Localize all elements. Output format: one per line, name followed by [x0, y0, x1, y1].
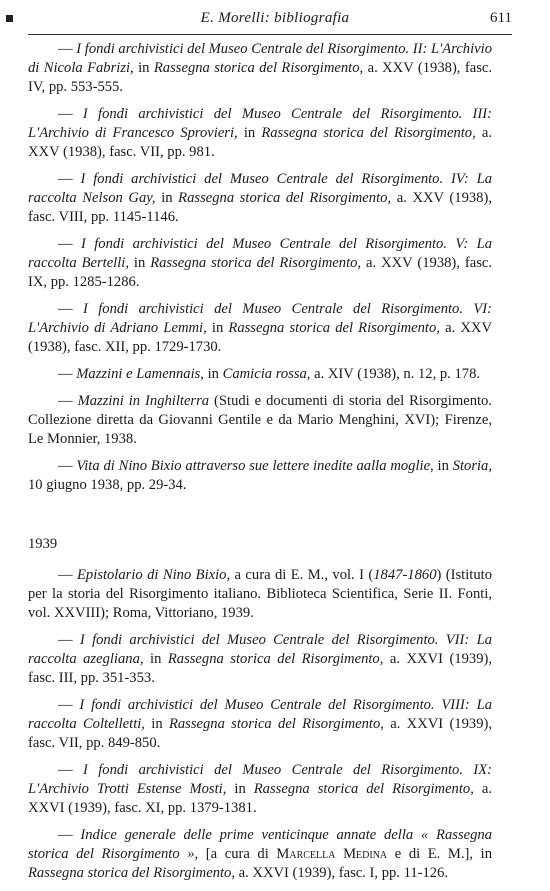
- entry-text: a. XXVI (1939), fasc. III, pp. 351-353.: [28, 651, 492, 686]
- entries-1938: [28, 40, 492, 495]
- entry-text: —: [58, 762, 83, 778]
- entry-title-text: Mazzini in Inghilterra: [77, 393, 210, 409]
- entry-text: in: [128, 255, 151, 271]
- page-number: 611: [490, 10, 512, 26]
- entry-text: in: [226, 781, 254, 797]
- entry-text: in: [144, 716, 169, 732]
- running-header: [0, 6, 550, 32]
- entry-text: a. XXVI (1939), fasc. XI, pp. 1379-1381.: [28, 781, 492, 816]
- entry-text: a cura di E. M., vol. I (: [230, 567, 374, 583]
- entry-text: in: [155, 190, 179, 206]
- entry-title-text: Rassegna storica del Risorgimento,: [178, 190, 392, 206]
- entry-text: —: [58, 393, 78, 409]
- entry-title-text: Rassegna storica del Risorgimento,: [168, 716, 384, 732]
- entry-title-text: Rassegna storica del Risorgimento,: [228, 320, 440, 336]
- entry-title-text: Rassegna storica del Risorgimento,: [253, 781, 474, 797]
- entry-text: —: [58, 106, 83, 122]
- bibliography-entry: [28, 392, 492, 449]
- entry-text: in: [133, 60, 154, 76]
- bibliography-entry: [28, 40, 492, 97]
- entry-title-text: 1847-1860: [373, 567, 437, 583]
- entry-text: a. XXV (1938), fasc. VII, pp. 981.: [28, 125, 493, 160]
- entry-text: (Studi e documenti di storia del Risorgimento. Collezione diretta da Giovanni Gentile e da Mario Menghini, XVI); Firenze, Le Monnier, 1938.: [28, 393, 492, 447]
- entry-text: a. XXV (1938), fasc. VIII, pp. 1145-1146.: [28, 190, 492, 225]
- entry-text: a. XXV (1938), fasc. IV, pp. 553-555.: [28, 60, 493, 95]
- bibliography-entry: [28, 566, 492, 623]
- year-heading: 1939: [28, 536, 58, 552]
- entry-title-text: Rassegna storica del Risorgimento,: [167, 651, 384, 667]
- entry-text: —: [58, 41, 77, 57]
- entry-title-text: I fondi archivistici del Museo Centrale del Risorgimento. IX: L'Archivio Trotti Estense Mosti,: [28, 762, 492, 797]
- entry-text: a. XXV (1938), fasc. XII, pp. 1729-1730.: [28, 320, 492, 355]
- entry-text: in: [206, 320, 229, 336]
- entry-title-text: Storia,: [452, 458, 492, 474]
- entry-text: —: [58, 301, 83, 317]
- entry-text: —: [58, 827, 81, 843]
- entry-text: in: [433, 458, 453, 474]
- entry-text: e di E. M.], in: [387, 846, 492, 862]
- entry-text: —: [58, 458, 77, 474]
- entry-text: in: [203, 366, 223, 382]
- bibliography-entry: [28, 631, 492, 688]
- running-title: E. Morelli: bibliografia: [200, 10, 350, 26]
- entry-text: a. XXV (1938), fasc. IX, pp. 1285-1286.: [28, 255, 492, 290]
- entry-name-text: Marcella Medina: [276, 846, 388, 862]
- entry-text: —: [58, 632, 80, 648]
- entry-text: —: [58, 236, 81, 252]
- entry-text: in: [237, 125, 262, 141]
- entry-text: —: [58, 697, 80, 713]
- entry-text: a. XXVI (1939), fasc. VII, pp. 849-850.: [28, 716, 492, 751]
- bibliography-entry: [28, 365, 492, 384]
- entry-text: a. XXVI (1939), fasc. I, pp. 11-126.: [235, 865, 449, 881]
- bibliography-entry: [28, 170, 492, 227]
- bibliography-entry: [28, 696, 492, 753]
- entry-title-text: I fondi archivistici del Museo Centrale del Risorgimento. V: La raccolta Bertelli,: [28, 236, 492, 271]
- entries-1939: [28, 566, 492, 883]
- entry-title-text: I fondi archivistici del Museo Centrale del Risorgimento. VII: La raccolta azegliana,: [28, 632, 492, 667]
- bibliography-entry: [28, 826, 492, 883]
- entry-text: 10 giugno 1938, pp. 29-34.: [28, 477, 187, 493]
- bibliography-entry: [28, 300, 492, 357]
- entry-title-text: Epistolario di Nino Bixio,: [77, 567, 231, 583]
- entry-title-text: I fondi archivistici del Museo Centrale del Risorgimento. III: L'Archivio di Francesco Sprovieri,: [28, 106, 492, 141]
- bibliography-entry: [28, 457, 492, 495]
- bibliography-entry: [28, 235, 492, 292]
- entry-text: in: [143, 651, 168, 667]
- entry-text: [a cura di: [198, 846, 277, 862]
- bibliography-entry: [28, 761, 492, 818]
- entry-title-text: Camicia rossa,: [222, 366, 311, 382]
- entry-text: —: [58, 567, 78, 583]
- entry-text: a. XIV (1938), n. 12, p. 178.: [310, 366, 481, 382]
- entry-text: —: [58, 366, 77, 382]
- entry-text: —: [58, 171, 81, 187]
- entry-title-text: I fondi archivistici del Museo Centrale del Risorgimento. VIII: La raccolta Coltelletti,: [28, 697, 492, 732]
- entry-title-text: Vita di Nino Bixio attraverso sue lettere inedite aalla moglie,: [76, 458, 434, 474]
- entry-title-text: I fondi archivistici del Museo Centrale del Risorgimento. IV: La raccolta Nelson Gay,: [28, 171, 493, 206]
- entry-title-text: Rassegna storica del Risorgimento,: [28, 865, 235, 881]
- entry-text: ) (Istituto per la storia del Risorgimento italiano. Biblioteca Scientifica, Serie II. Fonti, vol. XXVIII); Roma, Vittoriano, 1939.: [28, 567, 492, 621]
- bibliography-body: [28, 40, 492, 891]
- entry-title-text: I fondi archivistici del Museo Centrale del Risorgimento. II: L'Archivio di Nicola Fabrizi,: [28, 41, 492, 76]
- entry-title-text: Mazzini e Lamennais,: [76, 366, 204, 382]
- entry-title-text: Rassegna storica del Risorgimento,: [153, 60, 364, 76]
- entry-title-text: Indice generale delle prime venticinque annate della « Rassegna storica del Risorgimento »,: [28, 827, 492, 862]
- bibliography-entry: [28, 105, 492, 162]
- header-rule: [28, 34, 512, 35]
- entry-title-text: Rassegna storica del Risorgimento,: [261, 125, 476, 141]
- entry-title-text: Rassegna storica del Risorgimento,: [150, 255, 362, 271]
- entry-title-text: I fondi archivistici del Museo Centrale del Risorgimento. VI: L'Archivio di Adriano Lemmi,: [28, 301, 492, 336]
